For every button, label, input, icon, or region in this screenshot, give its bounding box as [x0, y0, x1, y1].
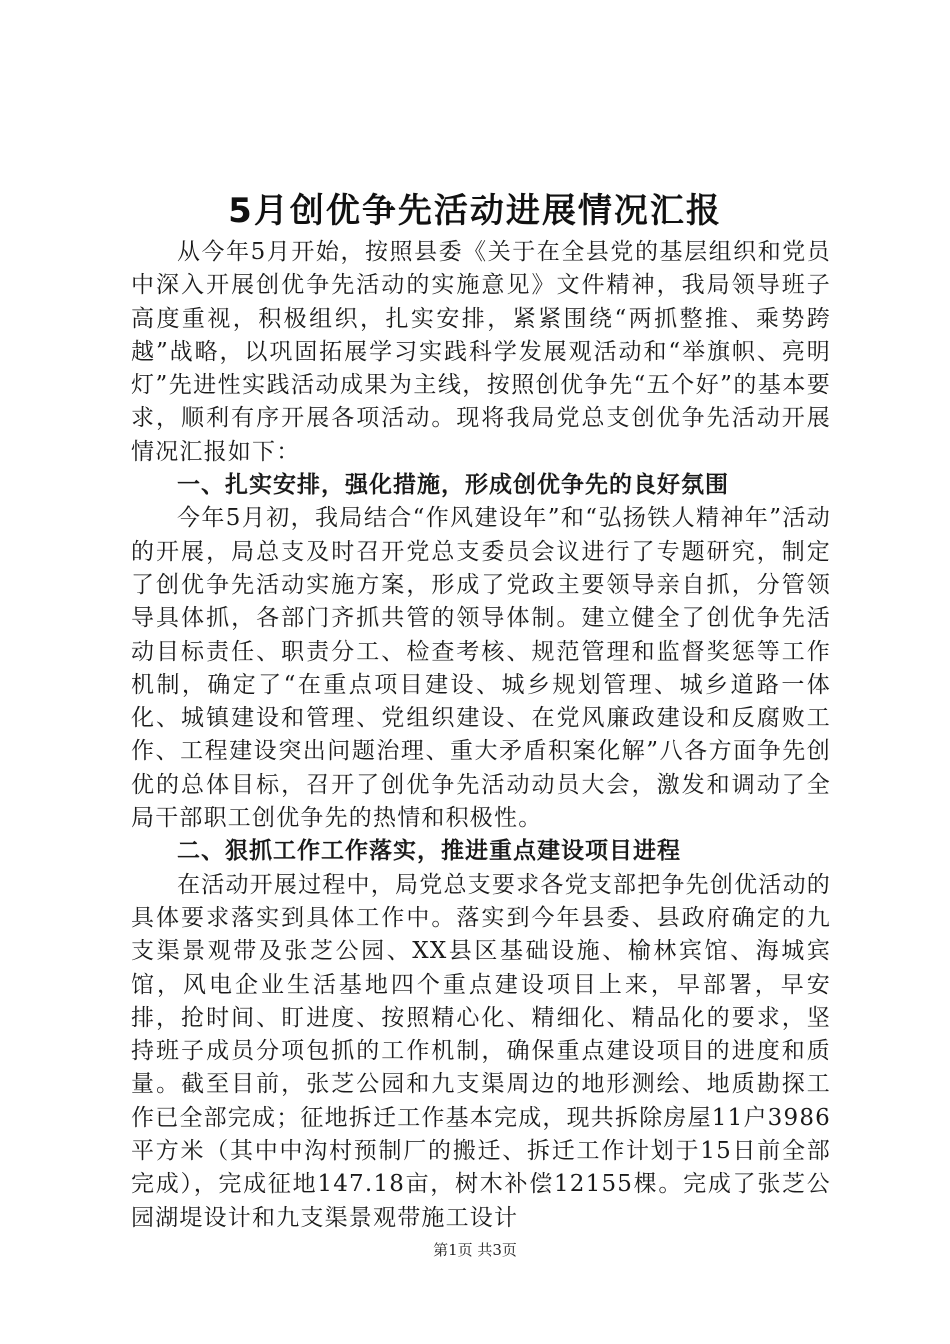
section-1-heading: 一、扎实安排，强化措施，形成创优争先的良好氛围	[177, 472, 729, 499]
section-1-paragraph: 今年5月初，我局结合“作风建设年”和“弘扬铁人精神年”活动的开展，局总支及时召开党总支委员会议进行了专题研究，制定了创优争先活动实施方案，形成了党政主要领导亲自抓，分管领导具体抓，各部门齐抓共管的领导体制。建立健全了创优争先活动目标责任、职责分工、检查考核、规范管理和监督奖惩等工作机制，确定了“在重点项目建设、城乡规划管理、城乡道路一体化、城镇建设和管理、党组织建设、在党风廉政建设和反腐败工作、工程建设突出问题治理、重大矛盾积案化解”八各方面争先创优的总体目标，召开了创优争先活动动员大会，激发和调动了全局干部职工创优争先的热情和积极性。	[131, 505, 831, 832]
page-number-footer: 第1页 共3页	[433, 1241, 517, 1259]
document-title: 5月创优争先活动进展情况汇报	[228, 191, 722, 231]
document-body	[131, 236, 831, 1235]
intro-paragraph: 从今年5月开始，按照县委《关于在全县党的基层组织和党员中深入开展创优争先活动的实施意见》文件精神，我局领导班子高度重视，积极组织，扎实安排，紧紧围绕“两抓整推、乘势跨越”战略，以巩固拓展学习实践科学发展观活动和“举旗帜、亮明灯”先进性实践活动成果为主线，按照创优争先“五个好”的基本要求，顺利有序开展各项活动。现将我局党总支创优争先活动开展情况汇报如下：	[131, 239, 831, 465]
section-2-heading: 二、狠抓工作工作落实，推进重点建设项目进程	[177, 838, 681, 865]
section-2-paragraph: 在活动开展过程中，局党总支要求各党支部把争先创优活动的具体要求落实到具体工作中。落实到今年县委、县政府确定的九支渠景观带及张芝公园、XX县区基础设施、榆林宾馆、海城宾馆，风电企业生活基地四个重点建设项目上来，早部署，早安排，抢时间、盯进度、按照精心化、精细化、精品化的要求，坚持班子成员分项包抓的工作机制，确保重点建设项目的进度和质量。截至目前，张芝公园和九支渠周边的地形测绘、地质勘探工作已全部完成；征地拆迁工作基本完成，现共拆除房屋11户3986平方米（其中中沟村预制厂的搬迁、拆迁工作计划于15日前全部完成），完成征地147.18亩，树木补偿12155棵。完成了张芝公园湖堤设计和九支渠景观带施工设计	[131, 871, 831, 1231]
